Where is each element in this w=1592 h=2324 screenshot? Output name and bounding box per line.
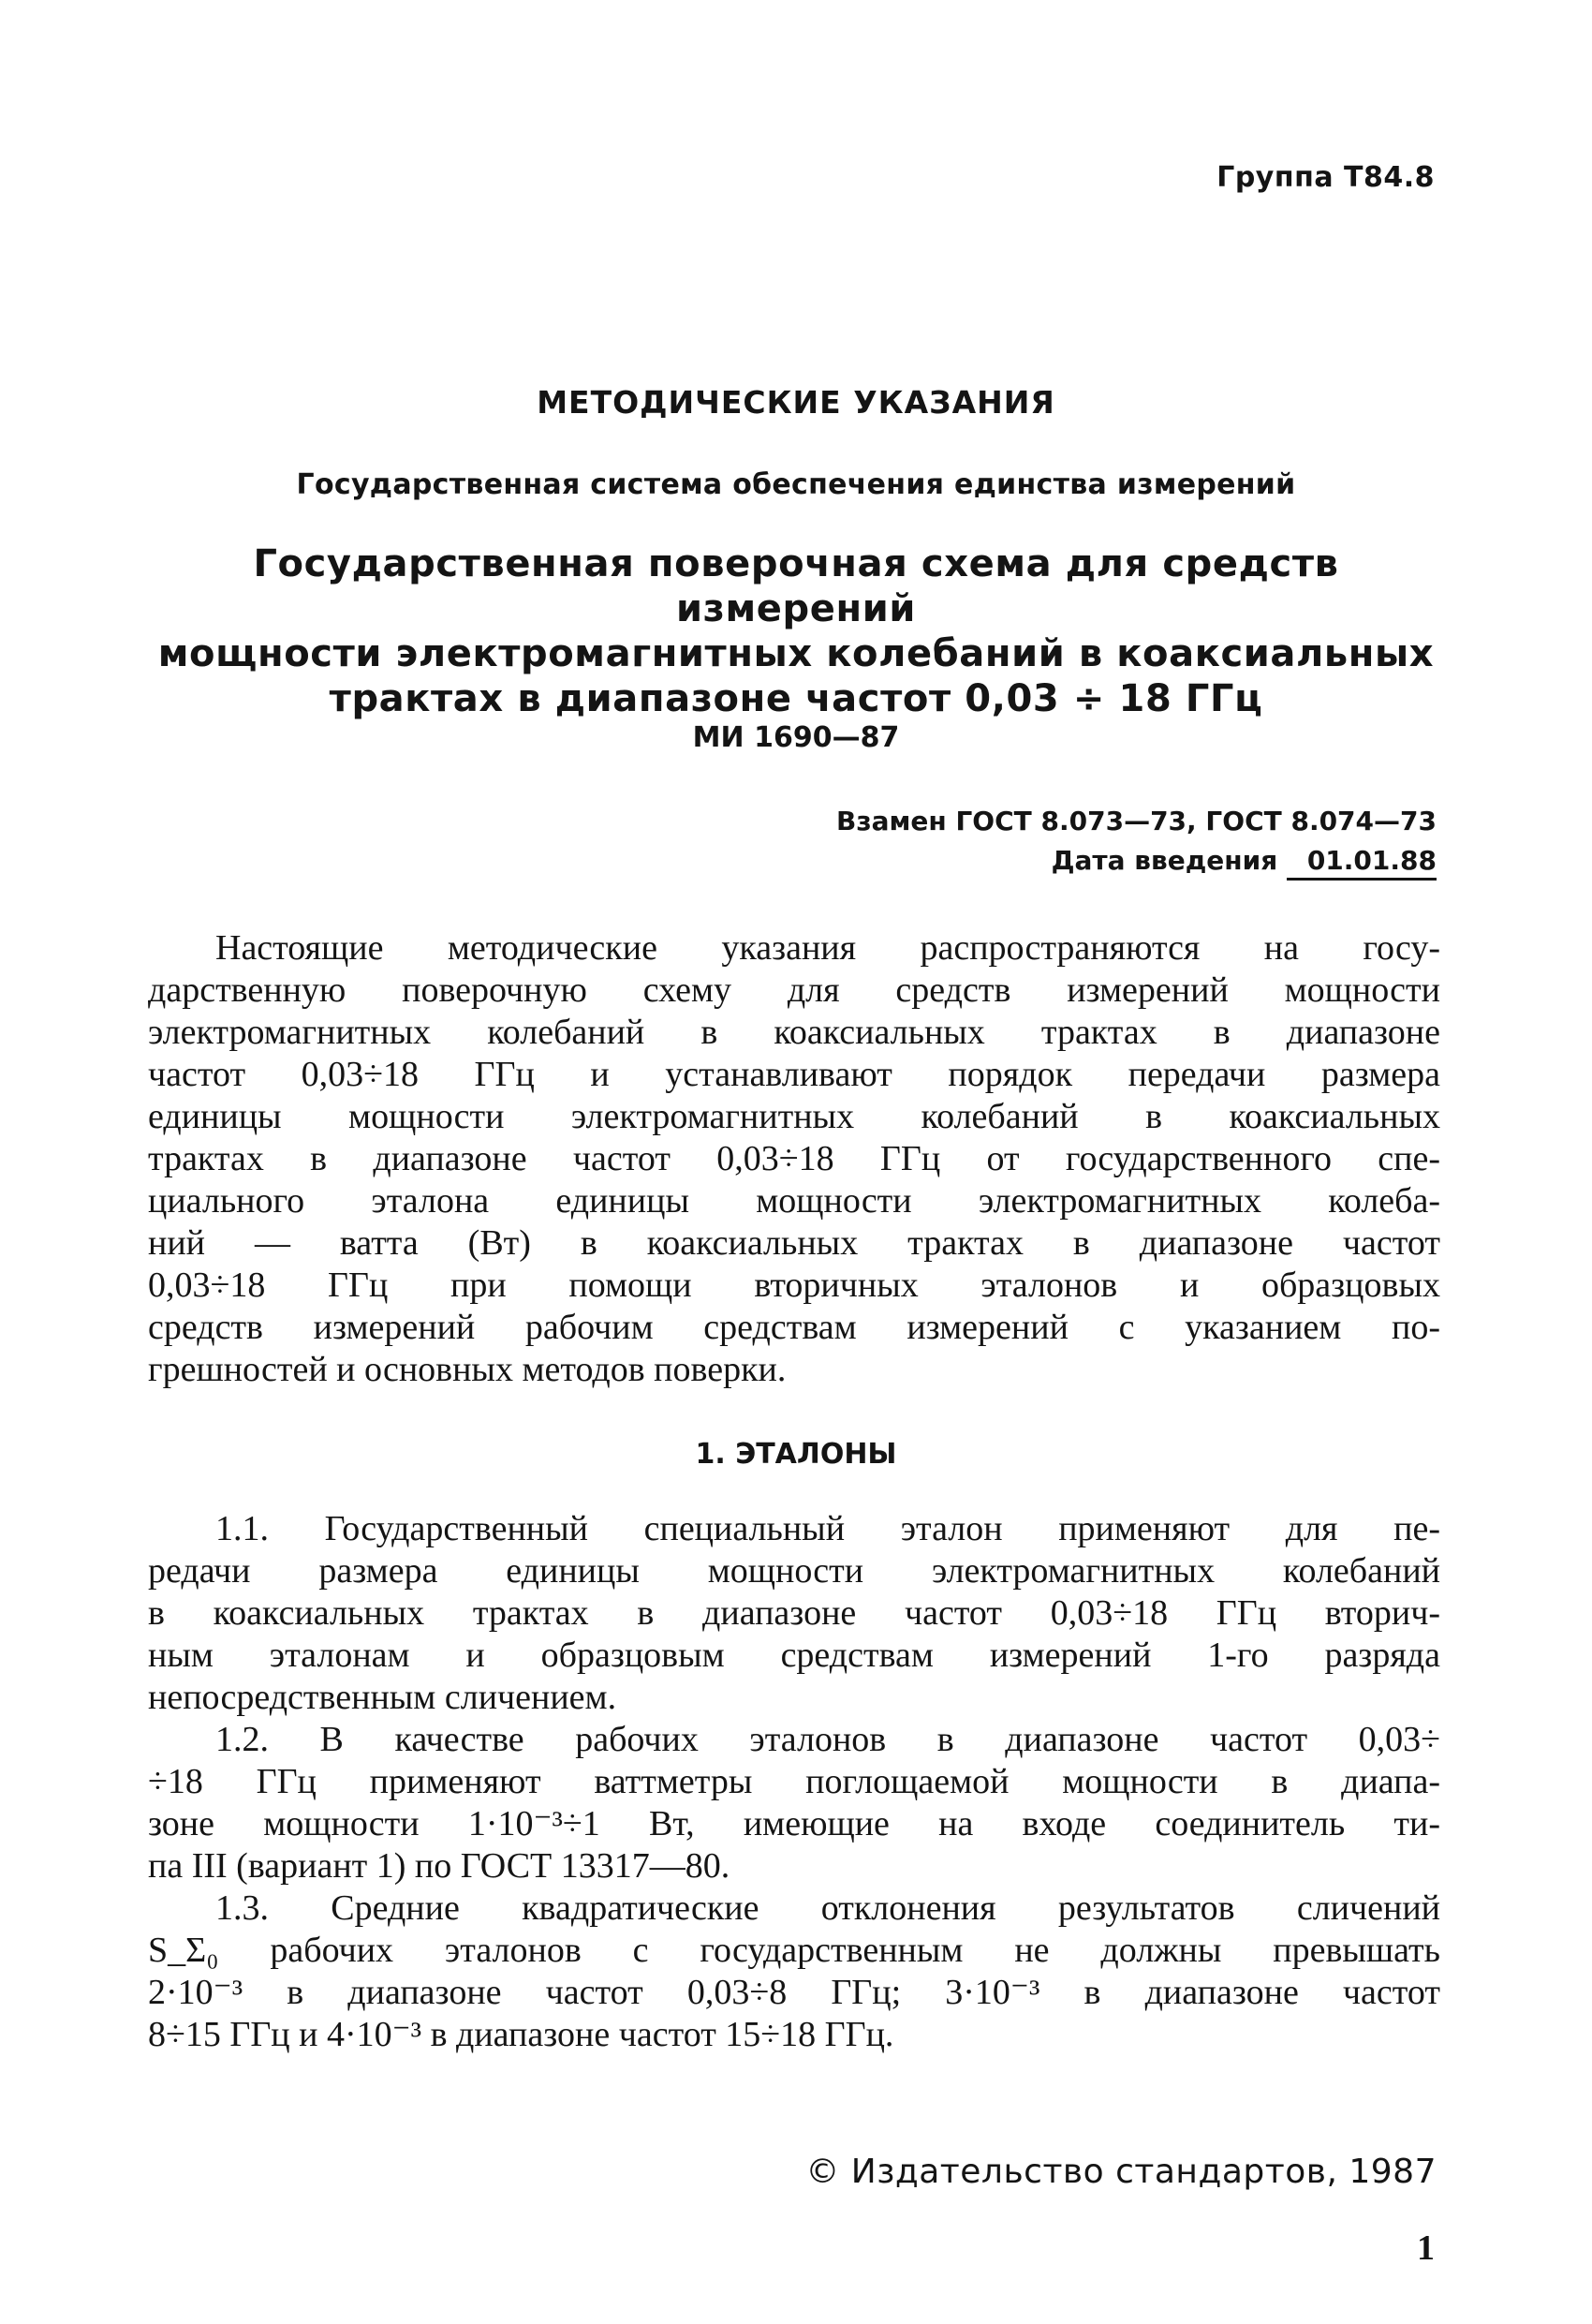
paragraph-line: в коаксиальных трактах в диапазоне частот 0,03÷18 ГГц вторич- [148,1593,1440,1633]
system-subtitle: Государственная система обеспечения единства измерений [296,468,1296,501]
paragraph-line: 8÷15 ГГц и 4·10⁻³ в диапазоне частот 15÷18 ГГц. [148,2015,894,2054]
paragraph-line: непосредственным сличением. [148,1678,617,1717]
intro-paragraph [148,927,1440,1391]
document-title [140,541,1452,721]
clause-1-1 [148,1508,1440,1719]
paragraph-line: Настоящие методические указания распространяются на госу- [215,928,1440,968]
paragraph-line: грешностей и основных методов поверки. [148,1350,787,1389]
paragraph-line: трактах в диапазоне частот 0,03÷18 ГГц от государственного спе- [148,1139,1440,1178]
paragraph-line: редачи размера единицы мощности электромагнитных колебаний [148,1551,1440,1591]
page-number: 1 [1417,2228,1435,2268]
title-line: мощности электромагнитных колебаний в коаксиальных [157,632,1435,675]
paragraph-line: ний — ватта (Вт) в коаксиальных трактах в диапазоне частот [148,1223,1440,1263]
document-type: МЕТОДИЧЕСКИЕ УКАЗАНИЯ [537,384,1055,421]
title-line: Государственная поверочная схема для средств измерений [253,542,1339,630]
paragraph-line: 2·10⁻³ в диапазоне частот 0,03÷8 ГГц; 3·10⁻³ в диапазоне частот [148,1973,1440,2012]
introduction-date [1052,845,1437,881]
introduction-date-value: 01.01.88 [1287,845,1437,881]
title-line: трактах в диапазоне частот 0,03 ÷ 18 ГГц [329,677,1263,720]
paragraph-line: частот 0,03÷18 ГГц и устанавливают порядок передачи размера [148,1055,1440,1094]
paragraph-line: циального эталона единицы мощности электромагнитных колеба- [148,1181,1440,1221]
paragraph-line: ÷18 ГГц применяют ваттметры поглощаемой мощности в диапа- [148,1762,1440,1801]
paragraph-line: зоне мощности 1·10⁻³÷1 Вт, имеющие на входе соединитель ти- [148,1804,1440,1843]
replaces-standards: Взамен ГОСТ 8.073—73, ГОСТ 8.074—73 [835,806,1437,836]
paragraph-line: па III (вариант 1) по ГОСТ 13317—80. [148,1846,730,1886]
clause-1-3 [148,1887,1440,2056]
paragraph-line: электромагнитных колебаний в коаксиальных трактах в диапазоне [148,1013,1440,1052]
paragraph-line: 1.1. Государственный специальный эталон применяют для пе- [215,1509,1440,1548]
paragraph-line: средств измерений рабочим средствам измерений с указанием по- [148,1308,1440,1347]
introduction-date-label: Дата введения [1051,845,1278,876]
paragraph-line: дарственную поверочную схему для средств измерений мощности [148,970,1440,1010]
paragraph-line: единицы мощности электромагнитных колебаний в коаксиальных [148,1097,1440,1136]
paragraph-line: S_Σ₀ рабочих эталонов с государственным не должны превышать [148,1931,1440,1970]
copyright-notice: © Издательство стандартов, 1987 [805,2153,1437,2191]
section-heading: 1. ЭТАЛОНЫ [695,1438,897,1471]
paragraph-line: 0,03÷18 ГГц при помощи вторичных эталонов и образцовых [148,1266,1440,1305]
classification-group: Группа Т84.8 [1216,161,1435,194]
document-number: МИ 1690—87 [692,721,900,754]
paragraph-line: ным эталонам и образцовым средствам измерений 1-го разряда [148,1636,1440,1675]
paragraph-line: 1.2. В качестве рабочих эталонов в диапазоне частот 0,03÷ [215,1720,1440,1759]
paragraph-line: 1.3. Средние квадратические отклонения результатов сличений [215,1888,1440,1928]
clause-1-2 [148,1719,1440,1887]
